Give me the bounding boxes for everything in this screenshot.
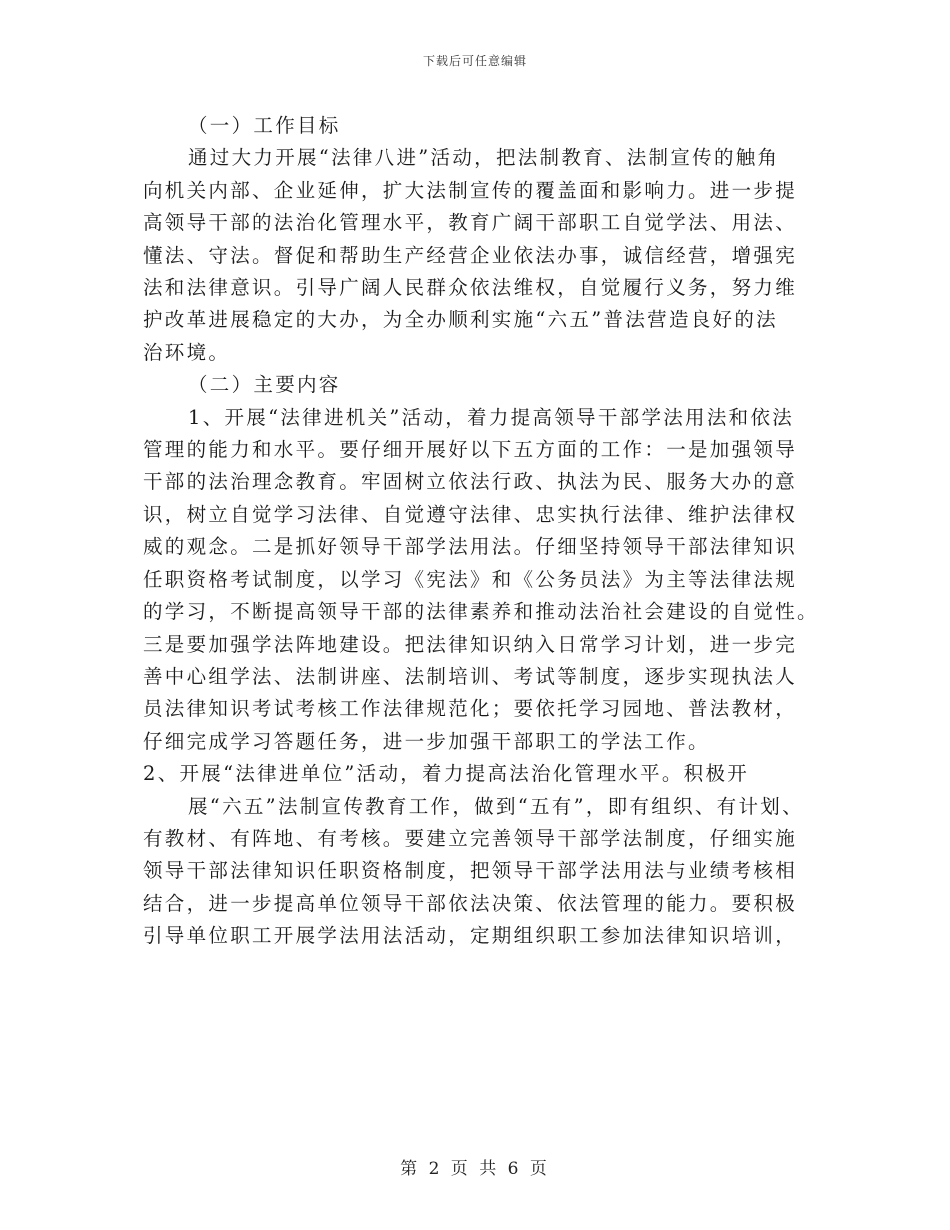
paragraph-line: 善中心组学法、法制讲座、法制培训、考试等制度，逐步实现执法人 bbox=[143, 664, 798, 688]
paragraph-line: 任职资格考试制度，以学习《宪法》和《公务员法》为主等法律法规 bbox=[143, 567, 798, 591]
paragraph-line: 2、开展“法律进单位”活动，着力提高法治化管理水平。积极开 bbox=[143, 762, 750, 786]
page-number-footer: 第 2 页 共 6 页 bbox=[400, 1159, 550, 1179]
section-heading-content: （二）主要内容 bbox=[188, 373, 341, 397]
section-heading-goals: （一）工作目标 bbox=[188, 114, 341, 137]
paragraph-line: 管理的能力和水平。要仔细开展好以下五方面的工作：一是加强领导 bbox=[143, 438, 798, 462]
paragraph-line: 治环境。 bbox=[143, 340, 231, 364]
paragraph-line: 护改革进展稳定的大办，为全办顺利实施“六五”普法营造良好的法 bbox=[143, 308, 778, 332]
paragraph-line: 识，树立自觉学习法律、自觉遵守法律、忠实执行法律、维护法律权 bbox=[143, 502, 798, 526]
paragraph-line: 向机关内部、企业延伸，扩大法制宣传的覆盖面和影响力。进一步提 bbox=[143, 178, 798, 202]
paragraph-line: 领导干部法律知识任职资格制度，把领导干部学法用法与业绩考核相 bbox=[143, 859, 798, 883]
paragraph-line: 展“六五”法制宣传教育工作，做到“五有”，即有组织、有计划、 bbox=[188, 794, 804, 818]
paragraph-line: 懂法、守法。督促和帮助生产经营企业依法办事，诚信经营，增强宪 bbox=[143, 243, 798, 267]
paragraph-line: 结合，进一步提高单位领导干部依法决策、依法管理的能力。要积极 bbox=[143, 891, 798, 915]
paragraph-line: 威的观念。二是抓好领导干部学法用法。仔细坚持领导干部法律知识 bbox=[143, 535, 798, 559]
paragraph-line: 员法律知识考试考核工作法律规范化；要依托学习园地、普法教材， bbox=[143, 697, 798, 721]
paragraph-line: 干部的法治理念教育。牢固树立依法行政、执法为民、服务大办的意 bbox=[143, 470, 798, 494]
paragraph-line: 法和法律意识。引导广阔人民群众依法维权，自觉履行义务，努力维 bbox=[143, 276, 798, 300]
paragraph-line: 引导单位职工开展学法用法活动，定期组织职工参加法律知识培训， bbox=[143, 924, 798, 948]
page-header: 下载后可任意编辑 bbox=[422, 54, 527, 68]
paragraph-line: 的学习，不断提高领导干部的法律素养和推动法治社会建设的自觉性。 bbox=[143, 600, 819, 624]
paragraph-line: 通过大力开展“法律八进”活动，把法制教育、法制宣传的触角 bbox=[188, 146, 780, 170]
paragraph-line: 仔细完成学习答题任务，进一步加强干部职工的学法工作。 bbox=[143, 729, 710, 753]
document-body bbox=[143, 110, 819, 953]
paragraph-line: 高领导干部的法治化管理水平，教育广阔干部职工自觉学法、用法、 bbox=[143, 211, 798, 235]
paragraph-line: 有教材、有阵地、有考核。要建立完善领导干部学法制度，仔细实施 bbox=[143, 826, 798, 850]
paragraph-line: 1、开展“法律进机关”活动，着力提高领导干部学法用法和依法 bbox=[188, 405, 795, 429]
paragraph-line: 三是要加强学法阵地建设。把法律知识纳入日常学习计划，进一步完 bbox=[143, 632, 798, 656]
